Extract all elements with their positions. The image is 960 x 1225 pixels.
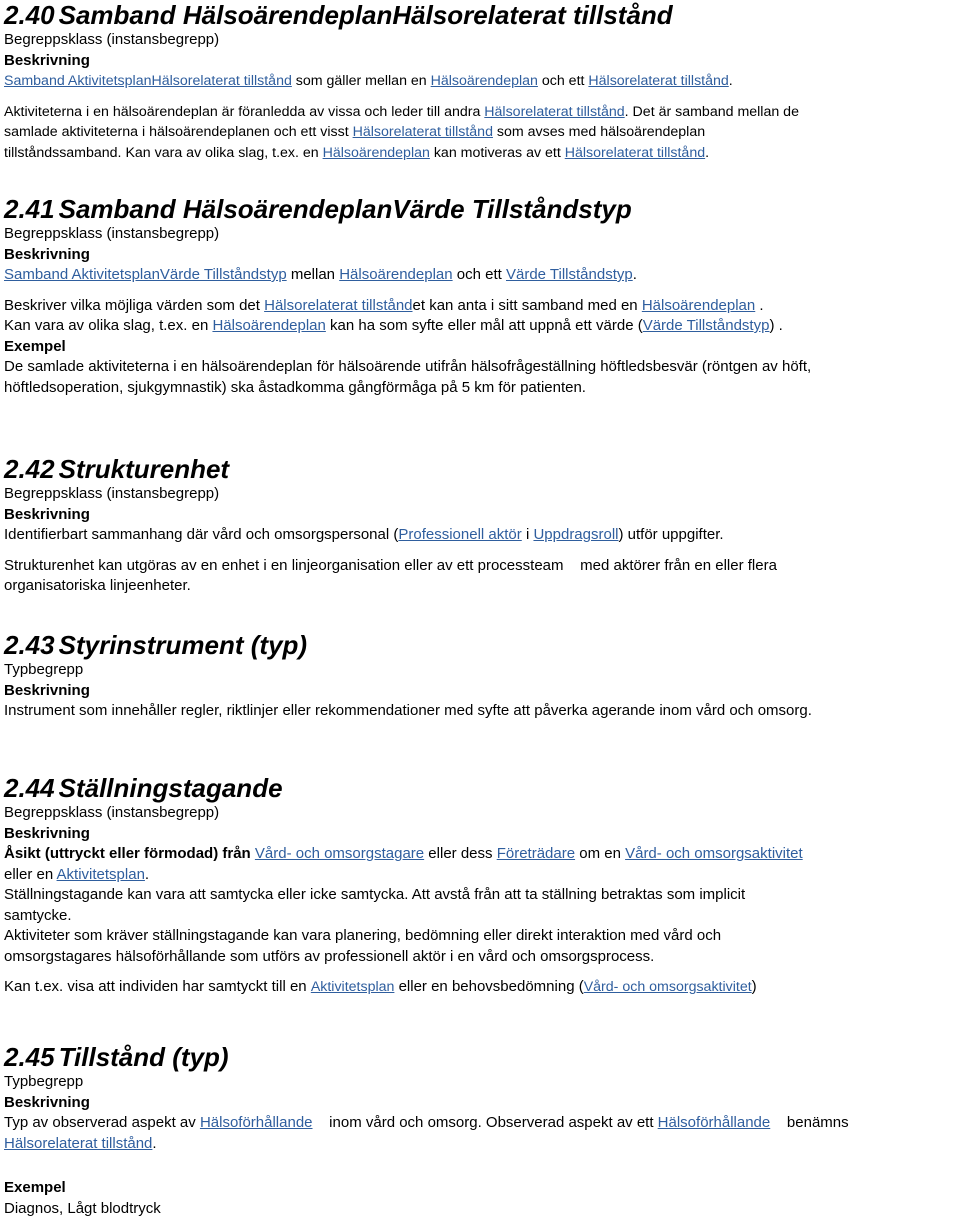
section-heading [4,194,958,224]
link[interactable]: Samband AktivitetsplanVärde Tillståndstyp [4,266,287,283]
section-2-41 [4,194,958,398]
link[interactable]: Professionell aktör [398,526,522,543]
section-heading [4,630,958,660]
section-title: Strukturenhet [58,454,230,484]
section-number: 2.43 [4,630,55,660]
description-text: Samband AktivitetsplanVärde Tillståndstyp mellan Hälsoärendeplan och ett Värde Tillståndstyp. [4,266,637,283]
link[interactable]: Vård- och omsorgsaktivitet [625,845,803,862]
concept-class: Begreppsklass (instansbegrepp) [4,804,220,821]
link[interactable]: Hälsorelaterat tillstånd [588,73,729,89]
paragraph-line: samlade aktiviteterna i hälsoärendeplanen och ett visst Hälsorelaterat tillstånd som avses med hälsoärendeplan [4,124,706,140]
link[interactable]: Företrädare [496,845,576,862]
section-heading [4,773,958,803]
paragraph-line: Kan vara av olika slag, t.ex. en Hälsoärendeplan kan ha som syfte eller mål att uppnå ett värde (Värde Tillståndstyp) . [4,317,783,334]
link[interactable]: Hälsoärendeplan [641,296,756,314]
paragraph-line: tillståndssamband. Kan vara av olika slag, t.ex. en Hälsoärendeplan kan motiveras av ett Hälsorelaterat tillstånd. [4,144,710,161]
link[interactable]: Hälsorelaterat tillstånd [4,1134,153,1152]
section-title: Styrinstrument (typ) [58,630,308,660]
description-text: Hälsorelaterat tillstånd. [4,1134,157,1152]
link[interactable]: Hälsoärendeplan [212,317,326,334]
section-2-45 [4,1042,958,1219]
description-text: Typ av observerad aspekt av Hälsoförhållande inom vård och omsorg. Observerad aspekt av ett Hälsoförhållande benämns [4,1114,849,1131]
concept-class: Begreppsklass (instansbegrepp) [4,485,220,502]
description-label: Beskrivning [4,1093,90,1111]
link[interactable]: Hälsoärendeplan [339,266,453,283]
link[interactable]: Uppdragsroll [533,526,619,543]
section-number: 2.44 [4,773,55,803]
example-text: höftledsoperation, sjukgymnastik) ska åstadkomma gångförmåga på 5 km för patienten. [4,378,586,396]
paragraph-line: Aktiviteterna i en hälsoärendeplan är föranledda av vissa och leder till andra Hälsorelaterat tillstånd. Det är samband mellan de [4,103,799,120]
link[interactable]: Hälsorelaterat tillstånd [564,144,706,161]
section-2-40 [4,0,958,163]
link[interactable]: Värde Tillståndstyp [505,266,633,283]
paragraph-line: omsorgstagares hälsoförhållande som utförs av professionell aktör i en vård och omsorgsprocess. [4,947,655,965]
section-number: 2.41 [4,194,55,224]
link[interactable]: Hälsoärendeplan [322,144,430,161]
section-2-43 [4,630,958,722]
link[interactable]: Aktivitetsplan [310,979,395,995]
section-title: Ställningstagande [58,773,283,803]
link[interactable]: Vård- och omsorgsaktivitet [583,979,752,995]
example-label: Exempel [4,1179,66,1196]
paragraph-line: Kan t.ex. visa att individen har samtyckt till en Aktivitetsplan eller en behovsbedömning (Vård- och omsorgsaktivitet) [4,978,757,995]
concept-class: Begreppsklass (instansbegrepp) [4,225,220,242]
link[interactable]: Hälsoförhållande [657,1114,771,1131]
description-label: Beskrivning [4,245,90,263]
section-heading [4,0,958,30]
section-number: 2.40 [4,0,55,30]
paragraph-line: samtycke. [4,906,72,924]
example-text: Diagnos, Lågt blodtryck [4,1199,161,1217]
link[interactable]: Värde Tillståndstyp [642,317,770,334]
description-label: Beskrivning [4,51,90,69]
section-2-42 [4,454,958,597]
link[interactable]: Hälsoärendeplan [430,73,538,89]
section-2-44 [4,773,958,998]
description-text: eller en Aktivitetsplan. [4,865,150,883]
concept-class: Begreppsklass (instansbegrepp) [4,31,220,48]
paragraph-line: Strukturenhet kan utgöras av en enhet i en linjeorganisation eller av ett processteam med aktörer från en eller flera [4,556,777,574]
example-label: Exempel [4,337,66,355]
section-heading [4,454,958,484]
link[interactable]: Samband AktivitetsplanHälsorelaterat tillstånd [4,73,292,89]
description-label: Beskrivning [4,681,90,699]
section-number: 2.42 [4,454,55,484]
paragraph-line: Beskriver vilka möjliga värden som det Hälsorelaterat tillståndet kan anta i sitt samband med en Hälsoärendeplan . [4,296,764,314]
link[interactable]: Vård- och omsorgstagare [254,845,425,862]
description-label: Beskrivning [4,505,90,523]
description-text: Åsikt (uttryckt eller förmodad) från Vård- och omsorgstagare eller dess Företrädare om en Vård- och omsorgsaktivitet [4,845,803,862]
paragraph-line: Aktiviteter som kräver ställningstagande kan vara planering, bedömning eller direkt interaktion med vård och [4,927,722,944]
section-title: Samband HälsoärendeplanVärde Tillståndstyp [58,194,632,224]
paragraph-line: Ställningstagande kan vara att samtycka eller icke samtycka. Att avstå från att ta ställning betraktas som implicit [4,886,746,903]
description-text: Samband AktivitetsplanHälsorelaterat tillstånd som gäller mellan en Hälsoärendeplan och ett Hälsorelaterat tillstånd. [4,73,733,89]
section-title: Tillstånd (typ) [58,1042,229,1072]
concept-class: Typbegrepp [4,661,84,678]
description-text: Identifierbart sammanhang där vård och omsorgspersonal (Professionell aktör i Uppdragsroll) utför uppgifter. [4,526,724,543]
link[interactable]: Aktivitetsplan [56,865,145,883]
link[interactable]: Hälsorelaterat tillstånd [352,124,493,140]
section-title: Samband HälsoärendeplanHälsorelaterat tillstånd [58,0,673,30]
description-label: Beskrivning [4,824,90,842]
section-heading [4,1042,958,1072]
link[interactable]: Hälsoförhållande [199,1114,313,1131]
paragraph-line: organisatoriska linjeenheter. [4,577,191,594]
description-text: Instrument som innehåller regler, riktlinjer eller rekommendationer med syfte att påverka agerande inom vård och omsorg. [4,702,812,719]
concept-class: Typbegrepp [4,1073,84,1090]
link[interactable]: Hälsorelaterat tillstånd [484,103,625,120]
example-text: De samlade aktiviteterna i en hälsoärendeplan för hälsoärende utifrån hälsofrågeställning höftledsbesvär (röntgen av höft, [4,358,812,375]
link[interactable]: Hälsorelaterat tillstånd [264,296,413,314]
section-number: 2.45 [4,1042,55,1072]
